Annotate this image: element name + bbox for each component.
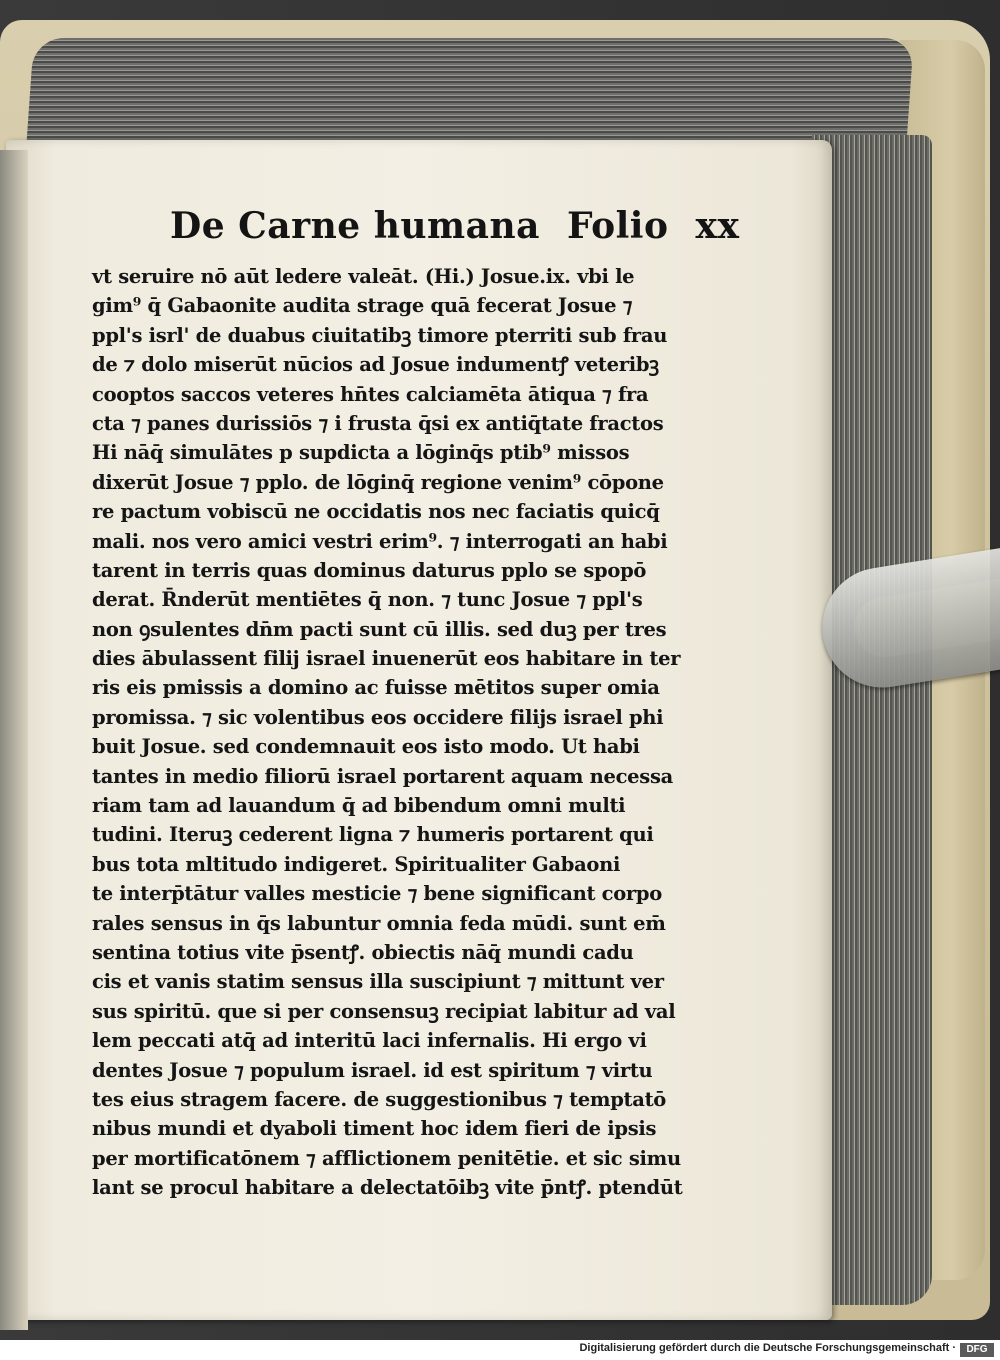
credit-footer: [0, 1340, 1000, 1360]
dfg-logo: DFG: [960, 1343, 994, 1357]
running-header: [170, 205, 740, 255]
text-line: cis et vanis statim sensus illa suscipiunt ⁊ mittunt ver: [92, 970, 664, 994]
text-line: bus tota mltitudo indigeret. Spiritualiter Gabaoni: [92, 852, 621, 876]
page-clip-inner: [850, 576, 1000, 662]
page-stack-top: [26, 38, 914, 148]
text-line: de ⁊ dolo miserūt nūcios ad Josue indumentꝭ veteribꝫ: [92, 353, 659, 377]
text-line: ris eis pmissis a domino ac fuisse mētitos super omia: [92, 676, 660, 700]
text-block: [92, 262, 732, 1203]
folio-number: xx: [695, 205, 740, 247]
text-line: non ꝯsulentes dn̄m pacti sunt cū illis. sed duꝫ per tres: [92, 617, 667, 641]
text-line: nibus mundi et dyaboli timent hoc idem fieri de ipsis: [92, 1117, 657, 1141]
text-line: derat. R̄nderūt mentiētes q̄ non. ⁊ tunc Josue ⁊ ppl's: [92, 588, 643, 612]
text-line: buit Josue. sed condemnauit eos isto modo. Ut habi: [92, 735, 640, 759]
gutter-shadow: [0, 150, 28, 1330]
text-line: te interp̄tātur valles mesticie ⁊ bene significant corpo: [92, 882, 662, 906]
text-line: tantes in medio filiorū israel portarent aquam necessa: [92, 764, 673, 788]
text-line: riam tam ad lauandum q̄ ad bibendum omni multi: [92, 794, 626, 818]
text-line: mali. nos vero amici vestri erim⁹. ⁊ interrogati an habi: [92, 529, 668, 553]
folio-label: Folio: [567, 205, 669, 247]
text-line: dixerūt Josue ⁊ pplo. de lōginq̄ regione venim⁹ cōpone: [92, 470, 664, 494]
text-line: sentina totius vite p̄sentꝭ. obiectis nāq̄ mundi cadu: [92, 940, 634, 964]
text-line: rales sensus in q̄s labuntur omnia feda mūdi. sunt em̄: [92, 911, 666, 935]
footer-credit: Digitalisierung gefördert durch die Deutsche Forschungsgemeinschaft ·: [579, 1342, 956, 1354]
text-line: lem peccati atq̄ ad interitū laci infernalis. Hi ergo vi: [92, 1029, 647, 1053]
text-line: gim⁹ q̄ Gabaonite audita strage quā fecerat Josue ⁊: [92, 294, 633, 318]
text-line: sus spiritū. que si per consensuꝫ recipiat labitur ad val: [92, 999, 676, 1023]
text-line: Hi nāq̄ simulātes p supdicta a lōginq̄s ptib⁹ missos: [92, 441, 630, 465]
text-line: dentes Josue ⁊ populum israel. id est spiritum ⁊ virtu: [92, 1058, 653, 1082]
text-line: cooptos saccos veteres hn̄tes calciamēta ātiqua ⁊ fra: [92, 382, 649, 406]
text-line: vt seruire nō aūt ledere valeāt. (Hi.) Josue.ix. vbi le: [92, 265, 635, 288]
text-line: dies ābulassent filij israel inuenerūt eos habitare in ter: [92, 647, 681, 671]
text-line: lant se procul habitare a delectatōibꝫ vite p̄ntꝭ. ptendūt: [92, 1176, 683, 1200]
header-title: De Carne humana: [170, 205, 540, 247]
text-line: per mortificatōnem ⁊ afflictionem penitētie. et sic simu: [92, 1146, 681, 1170]
text-line: ppl's isrl' de duabus ciuitatibꝫ timore pterriti sub frau: [92, 323, 668, 347]
text-line: tarent in terris quas dominus daturus pplo se spopō: [92, 558, 647, 582]
text-line: promissa. ⁊ sic volentibus eos occidere filijs israel phi: [92, 705, 664, 729]
text-line: cta ⁊ panes durissiōs ⁊ i frusta q̄si ex antiq̄tate fractos: [92, 411, 664, 435]
text-line: tes eius stragem facere. de suggestionibus ⁊ temptatō: [92, 1087, 667, 1111]
text-line: re pactum vobiscū ne occidatis nos nec faciatis quicq̄: [92, 500, 660, 524]
text-line: tudini. Iteruꝫ cederent ligna ⁊ humeris portarent qui: [92, 823, 654, 847]
